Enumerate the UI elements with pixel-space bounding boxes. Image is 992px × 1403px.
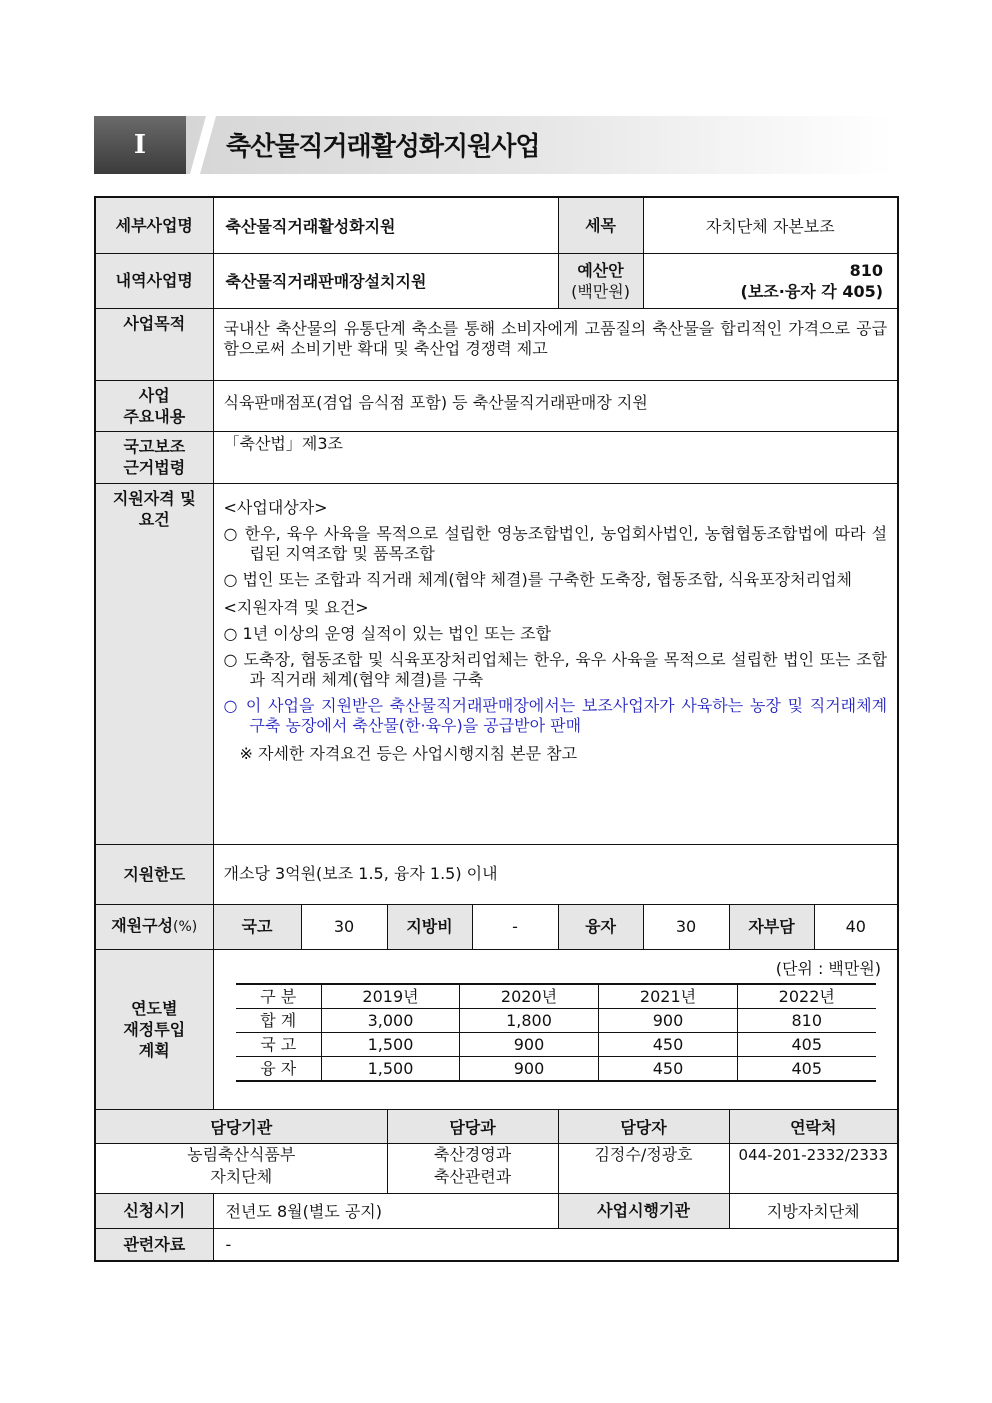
funding-loan-value: 30 — [643, 904, 729, 949]
purpose-label: 사업목적 — [95, 308, 213, 380]
purpose-text: 국내산 축산물의 유통단계 축소를 통해 소비자에게 고품질의 축산물을 합리적인 가격으로 공급함으로써 소비기반 확대 및 축산업 경쟁력 제고 — [213, 308, 898, 380]
target-item-1: ○ 한우, 육우 사육을 목적으로 설립한 영농조합법인, 농업회사법인, 농협협동조합법에 따라 설립된 지역조합 및 품목조합 — [223, 523, 888, 563]
eligibility-label-line1: 지원자격 및 — [112, 488, 196, 508]
funding-local-value: - — [472, 904, 558, 949]
item-value: 자치단체 자본보조 — [643, 197, 898, 253]
detail-project-value: 축산물직거래활성화지원 — [213, 197, 558, 253]
detail-project-label: 세부사업명 — [95, 197, 213, 253]
person-value: 김정수/정광호 — [558, 1143, 729, 1193]
budget-value: 810 — [849, 260, 884, 280]
funding-national-label: 국고 — [213, 904, 301, 949]
sub-project-label: 내역사업명 — [95, 253, 213, 308]
section-title: 축산물직거래활성화지원사업 — [226, 132, 540, 162]
annual-plan-header: 2019년 — [322, 984, 460, 1009]
project-info-table — [94, 196, 899, 1262]
annual-plan-cell: 450 — [599, 1056, 738, 1081]
annual-plan-content — [213, 949, 898, 1109]
sub-project-row — [95, 253, 898, 308]
phone-header: 연락처 — [729, 1109, 898, 1143]
funding-loan-label: 융자 — [558, 904, 643, 949]
phone-value: 044-201-2332/2333 — [729, 1143, 898, 1193]
annual-plan-cell: 450 — [599, 1032, 738, 1056]
legal-basis-label-line2: 근거법령 — [123, 457, 186, 477]
requirement-item-2: ○ 도축장, 협동조합 및 식육포장처리업체는 한우, 육우 사육을 목적으로 설립한 법인 또는 조합과 직거래 체계(협약 체결)를 구축 — [223, 649, 888, 689]
detail-project-row — [95, 197, 898, 253]
agency-value-cell — [95, 1143, 387, 1193]
person-header: 담당자 — [558, 1109, 729, 1143]
legal-basis-text: 「축산법」제3조 — [213, 431, 898, 483]
department-header: 담당과 — [387, 1109, 558, 1143]
eligibility-note: ※ 자세한 자격요건 등은 사업시행지침 본문 참고 — [239, 743, 578, 763]
funding-self-value: 40 — [814, 904, 898, 949]
funding-row — [95, 904, 898, 949]
funding-self-label: 자부담 — [729, 904, 814, 949]
annual-plan-row-national — [236, 1032, 876, 1056]
sub-project-value: 축산물직거래판매장설치지원 — [213, 253, 558, 308]
target-header: <사업대상자> — [223, 497, 328, 517]
department-value-line1: 축산경영과 — [433, 1144, 512, 1164]
annual-plan-cell: 405 — [738, 1056, 876, 1081]
eligibility-label-cell — [95, 483, 213, 844]
related-row — [95, 1228, 898, 1261]
annual-plan-cell: 900 — [460, 1056, 599, 1081]
annual-plan-row — [95, 949, 898, 1109]
contacts-value-row — [95, 1143, 898, 1193]
budget-value-cell — [643, 253, 898, 308]
exec-agency-value: 지방자치단체 — [729, 1193, 898, 1228]
funding-label-unit: (%) — [173, 919, 198, 935]
annual-plan-label-cell — [95, 949, 213, 1109]
annual-plan-cell: 3,000 — [322, 1008, 460, 1032]
support-limit-row — [95, 844, 898, 904]
budget-note: (보조·융자 각 405) — [740, 281, 884, 301]
eligibility-row — [95, 483, 898, 844]
section-banner — [94, 116, 894, 174]
annual-plan-cell: 405 — [738, 1032, 876, 1056]
main-content-label-line1: 사업 — [138, 385, 170, 405]
funding-local-label: 지방비 — [387, 904, 472, 949]
budget-label: 예산안 — [577, 260, 624, 280]
annual-plan-label-line3: 계획 — [138, 1040, 170, 1060]
funding-label-cell — [95, 904, 213, 949]
annual-plan-cell: 합 계 — [236, 1008, 322, 1032]
target-item-2: ○ 법인 또는 조합과 직거래 체계(협약 체결)를 구축한 도축장, 협동조합, 식육포장처리업체 — [223, 569, 852, 589]
agency-header: 담당기관 — [95, 1109, 387, 1143]
section-number: I — [133, 130, 147, 160]
agency-value-line2: 자치단체 — [210, 1166, 273, 1186]
annual-plan-label-line2: 재정투입 — [123, 1019, 186, 1039]
annual-plan-header: 2022년 — [738, 984, 876, 1009]
annual-plan-unit: (단위 : 백만원) — [775, 958, 882, 978]
department-value-cell — [387, 1143, 558, 1193]
eligibility-content — [213, 483, 898, 844]
application-row — [95, 1193, 898, 1228]
eligibility-label-line2: 요건 — [138, 509, 170, 529]
annual-plan-table — [236, 983, 876, 1082]
funding-national-value: 30 — [301, 904, 387, 949]
annual-plan-row-loan — [236, 1056, 876, 1081]
annual-plan-cell: 국 고 — [236, 1032, 322, 1056]
annual-plan-header: 2021년 — [599, 984, 738, 1009]
legal-basis-label-cell — [95, 431, 213, 483]
application-label: 신청시기 — [95, 1193, 213, 1228]
annual-plan-cell: 1,500 — [322, 1032, 460, 1056]
annual-plan-cell: 810 — [738, 1008, 876, 1032]
requirement-item-1: ○ 1년 이상의 운영 실적이 있는 법인 또는 조합 — [223, 623, 552, 643]
budget-label-cell — [558, 253, 643, 308]
agency-value-line1: 농림축산식품부 — [187, 1144, 296, 1164]
related-label: 관련자료 — [95, 1228, 213, 1261]
support-limit-text: 개소당 3억원(보조 1.5, 융자 1.5) 이내 — [213, 844, 898, 904]
main-content-label-line2: 주요내용 — [123, 406, 186, 426]
contacts-header-row — [95, 1109, 898, 1143]
annual-plan-header: 구 분 — [236, 984, 322, 1009]
annual-plan-header-row — [236, 984, 876, 1009]
item-label: 세목 — [558, 197, 643, 253]
department-value-line2: 축산관련과 — [433, 1166, 512, 1186]
application-value: 전년도 8월(별도 공지) — [213, 1193, 558, 1228]
annual-plan-cell: 900 — [460, 1032, 599, 1056]
annual-plan-cell: 1,800 — [460, 1008, 599, 1032]
purpose-row — [95, 308, 898, 380]
requirement-header: <지원자격 및 요건> — [223, 597, 369, 617]
annual-plan-row-total — [236, 1008, 876, 1032]
annual-plan-cell: 900 — [599, 1008, 738, 1032]
annual-plan-cell: 융 자 — [236, 1056, 322, 1081]
main-content-row — [95, 380, 898, 431]
main-content-text: 식육판매점포(겸업 음식점 포함) 등 축산물직거래판매장 지원 — [213, 380, 898, 431]
annual-plan-label-line1: 연도별 — [131, 998, 178, 1018]
funding-label: 재원구성 — [111, 916, 174, 935]
support-limit-label: 지원한도 — [95, 844, 213, 904]
annual-plan-cell: 1,500 — [322, 1056, 460, 1081]
legal-basis-label-line1: 국고보조 — [123, 436, 186, 456]
main-content-label-cell — [95, 380, 213, 431]
legal-basis-row — [95, 431, 898, 483]
budget-unit: (백만원) — [571, 281, 630, 301]
exec-agency-label: 사업시행기관 — [558, 1193, 729, 1228]
requirement-highlight: ○ 이 사업을 지원받은 축산물직거래판매장에서는 보조사업자가 사육하는 농장 및 직거래체계 구축 농장에서 축산물(한·육우)을 공급받아 판매 — [223, 695, 888, 735]
annual-plan-header: 2020년 — [460, 984, 599, 1009]
related-value: - — [213, 1228, 898, 1261]
